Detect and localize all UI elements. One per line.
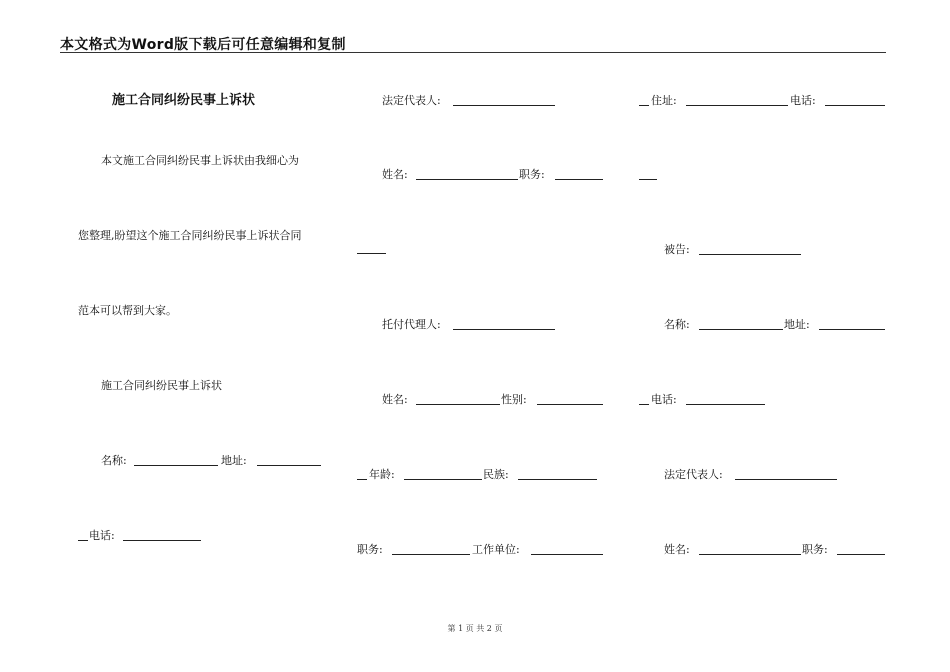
agent-name-blank <box>416 404 500 405</box>
agent-age-blank <box>404 479 482 480</box>
subtitle: 施工合同纠纷民事上诉状 <box>101 379 222 392</box>
residence-phone-blank <box>825 105 885 106</box>
rep-position-blank <box>555 179 603 180</box>
defendant-phone-prefix-blank <box>639 404 649 405</box>
appellant-name-blank <box>134 465 218 466</box>
defendant-name-label: 名称: <box>664 318 690 331</box>
agent-blank <box>453 329 555 330</box>
defendant-phone-blank <box>686 404 765 405</box>
appellant-phone-blank <box>123 540 201 541</box>
defendant-legal-rep-blank <box>735 479 837 480</box>
agent-ethnicity-blank <box>518 479 597 480</box>
agent-label: 托付代理人: <box>382 318 441 331</box>
intro-line-3: 范本可以帮到大家。 <box>78 304 177 317</box>
defendant-rep-name-label: 姓名: <box>664 543 690 556</box>
defendant-rep-position-blank <box>837 554 885 555</box>
agent-workplace-blank <box>531 554 603 555</box>
appellant-name-label: 名称: <box>101 454 127 467</box>
agent-ethnicity-label: 民族: <box>483 468 509 481</box>
intro-line-1: 本文施工合同纠纷民事上诉状由我细心为 <box>101 154 299 167</box>
residence-phone-continuation-blank <box>639 179 657 180</box>
document-title: 施工合同纠纷民事上诉状 <box>112 93 256 108</box>
agent-gender-blank <box>537 404 603 405</box>
agent-workplace-label: 工作单位: <box>472 543 520 556</box>
defendant-legal-rep-label: 法定代表人: <box>664 468 723 481</box>
rep-name-label: 姓名: <box>382 168 408 181</box>
rep-position-label: 职务: <box>519 168 545 181</box>
residence-phone-label: 电话: <box>790 94 816 107</box>
page-header <box>60 34 886 53</box>
agent-position-blank <box>392 554 470 555</box>
page-footer: 第 1 页 共 2 页 <box>447 624 503 633</box>
legal-rep-label: 法定代表人: <box>382 94 441 107</box>
defendant-address-blank <box>819 329 885 330</box>
agent-age-label: 年龄: <box>369 468 395 481</box>
legal-rep-blank <box>453 105 555 106</box>
appellant-address-label: 地址: <box>221 454 247 467</box>
appellant-address-blank <box>257 465 321 466</box>
rep-name-blank <box>416 179 518 180</box>
defendant-name-blank <box>699 329 783 330</box>
rep-position-continuation-blank <box>357 253 386 254</box>
intro-line-2: 您整理,盼望这个施工合同纠纷民事上诉状合同 <box>78 229 302 242</box>
defendant-phone-label: 电话: <box>651 393 677 406</box>
agent-age-prefix-blank <box>357 479 367 480</box>
agent-name-label: 姓名: <box>382 393 408 406</box>
defendant-rep-position-label: 职务: <box>802 543 828 556</box>
defendant-address-label: 地址: <box>784 318 810 331</box>
defendant-label: 被告: <box>664 243 690 256</box>
residence-prefix-blank <box>639 105 649 106</box>
header-text: 本文格式为Word版下载后可任意编辑和复制 <box>60 37 346 53</box>
defendant-blank <box>699 254 801 255</box>
agent-position-label: 职务: <box>357 543 383 556</box>
agent-gender-label: 性别: <box>501 393 527 406</box>
appellant-phone-label: 电话: <box>89 529 115 542</box>
residence-label: 住址: <box>651 94 677 107</box>
residence-blank <box>686 105 788 106</box>
defendant-rep-name-blank <box>699 554 801 555</box>
appellant-phone-prefix-blank <box>78 540 88 541</box>
